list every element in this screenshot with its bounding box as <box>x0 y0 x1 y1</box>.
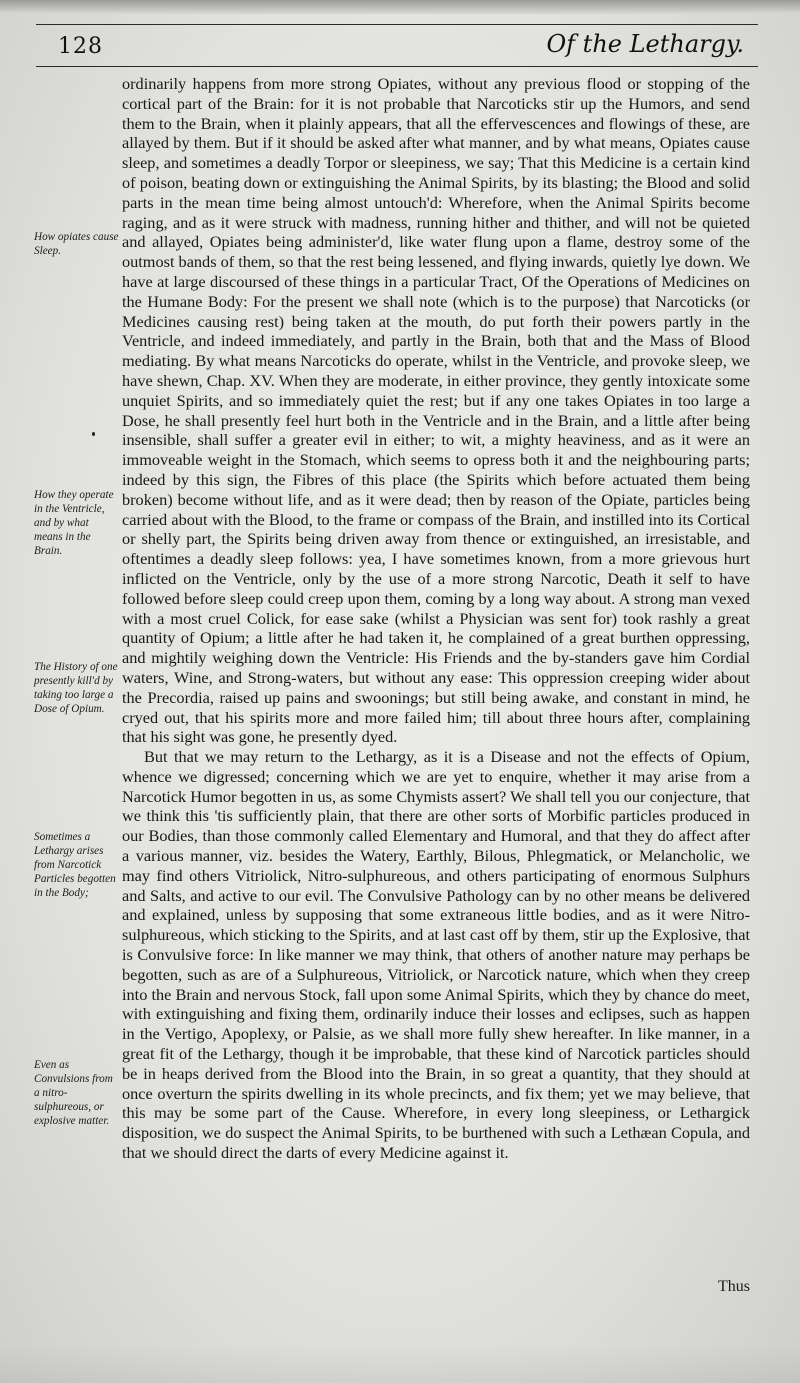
page-bottom-shadow <box>0 1343 800 1383</box>
paragraph-opiates: ordinarily happens from more strong Opiates, without any previous flood or stopping of the cortical part of the Brain: for it is not probable that Narcoticks stir up the Humors, and send them to the Brain, when it plainly appears, that all the effervescences and flowings of these, are allayed by them. But if it should be asked after what manner, and by what means, Opiates cause sleep, and sometimes a deadly Torpor or sleepiness, we say; That this Medicine is a certain kind of poison, beating down or extinguishing the Animal Spirits, by its blasting; the Blood and solid parts in the mean time being almost untouch'd: Wherefore, when the Animal Spirits become raging, and as it were struck with madness, running hither and thither, and will not be quieted and allayed, Opiates being administer'd, like water flung upon a flame, destroy some of the outmost bands of them, so that the rest being lessened, and flying inwards, quietly lye down. We have at large discoursed of these things in a particular Tract, Of the Operations of Medicines on the Humane Body: For the present we shall note (which is to the purpose) that Narcoticks (or Medicines causing rest) being taken at the mouth, do put forth their powers partly in the Ventricle, and indeed immediately, and partly in the Brain, both that and the Mass of Blood mediating. By what means Narcoticks do operate, whilst in the Ventricle, and provoke sleep, we have shewn, Chap. XV. When they are moderate, in either province, they gently intoxicate some unquiet Spirits, and so immediately quiet the rest; but if any one takes Opiates in too large a Dose, he shall presently feel hurt both in the Ventricle and in the Brain, and a little after being insensible, shall suffer a greater evil in either; to wit, a mighty heaviness, and as it were an immoveable weight in the Stomach, which seems to opress both it and the neighbouring parts; indeed by this sign, the Fibres of this place (the Spirits which before actuated them being broken) become without life, and as it were dead; then by reason of the Opiate, particles being carried about with the Blood, to the frame or compass of the Brain, and instilled into its Cortical or shelly part, the Spirits being driven away from thence or extinguished, an irresistable, and oftentimes a deadly sleep follows: yea, I have sometimes known, from a more grievous hurt inflicted on the Ventricle, only by the use of a more strong Narcotic, Death it self to have followed before sleep could creep upon them, coming by a long way about. A strong man vexed with a most cruel Colick, for ease sake (whilst a Physician was sent for) took rashly a great quantity of Opium; a little after he had taken it, he complained of a great burthen oppressing, and mightily weighing down the Ventricle: His Friends and the by-standers gave him Cordial waters, Wine, and Strong-waters, but without any ease: This oppression creeping wider about the Precordia, raised up pains and swoonings; but still being awake, and constant in mind, he cryed out, that his spirits more and more failed him; till about three hours after, complaining that his sight was gone, he presently dyed. <box>122 74 750 747</box>
margin-note-ventricle-brain: How they operate in the Ventricle, and by what means in the Brain. <box>34 489 114 557</box>
margin-note-opium-history: The History of one presently kill'd by taking too large a Dose of Opium. <box>34 661 118 715</box>
page-header <box>0 22 800 82</box>
paragraph-lethargy-return: But that we may return to the Lethargy, as it is a Disease and not the effects of Opium, whence we digressed; concerning which we are yet to enquire, whether it may arise from a Narcotick Humor begotten in us, as some Chymists assert? We shall tell you our conjecture, that we think this 'tis sufficiently plain, that there are other sorts of Morbific particles produced in our Bodies, than those commonly called Elementary and Humoral, and that they do affect after a various manner, viz. besides the Watery, Earthly, Bilous, Phlegmatick, or Melancholic, we may find others Vitriolick, Nitro-sulphureous, and others participating of enormous Sulphurs and Salts, and active to our evil. The Convulsive Pathology can by no other means be delivered and explained, unless by supposing that some extraneous little bodies, and as it were Nitro-sulphureous, which sticking to the Spirits, and at last cast off by them, stir up the Explosive, that is Convulsive force: In like manner we may think, that others of another nature may perhaps be begotten, such as are of a Sulphureous, Vitriolick, or Narcotick nature, which when they creep into the Brain and nervous Stock, fall upon some Animal Spirits, which they by chance do meet, with extinguishing and fixing them, ordinarily induce their losses and eclipses, such as happen in the Vertigo, Apoplexy, or Palsie, as we shall more fully shew hereafter. In like manner, in a great fit of the Lethargy, though it be improbable, that these kind of Narcotick particles should be in heaps derived from the Blood into the Brain, in so great a quantity, that they should at once overturn the spirits dwelling in its whole precincts, and fix them; yet we may believe, that this may be some part of the Cause. Wherefore, in every long sleepiness, or Lethargick disposition, we do suspect the Animal Spirits, to be burthened with such a Lethæan Copula, and that we should direct the darts of every Medicine against it. <box>122 747 750 1163</box>
margin-note-convulsions: Even as Convulsions from a nitro-sulphureous, or explosive matter. <box>34 1059 113 1127</box>
margin-note-opiates-sleep: How opiates cause Sleep. <box>34 231 119 257</box>
ink-speck <box>92 432 95 436</box>
main-text-block <box>122 74 750 1163</box>
page-top-edge <box>0 0 800 14</box>
page-number: 128 <box>58 34 103 59</box>
margin-note-narcotick-particles: Sometimes a Lethargy arises from Narcotick Particles begotten in the Body; <box>34 831 116 899</box>
header-rule-bottom <box>36 66 758 67</box>
catchword: Thus <box>718 1278 750 1295</box>
header-rule-top <box>36 24 758 25</box>
running-title: Of the Lethargy. <box>546 30 744 58</box>
